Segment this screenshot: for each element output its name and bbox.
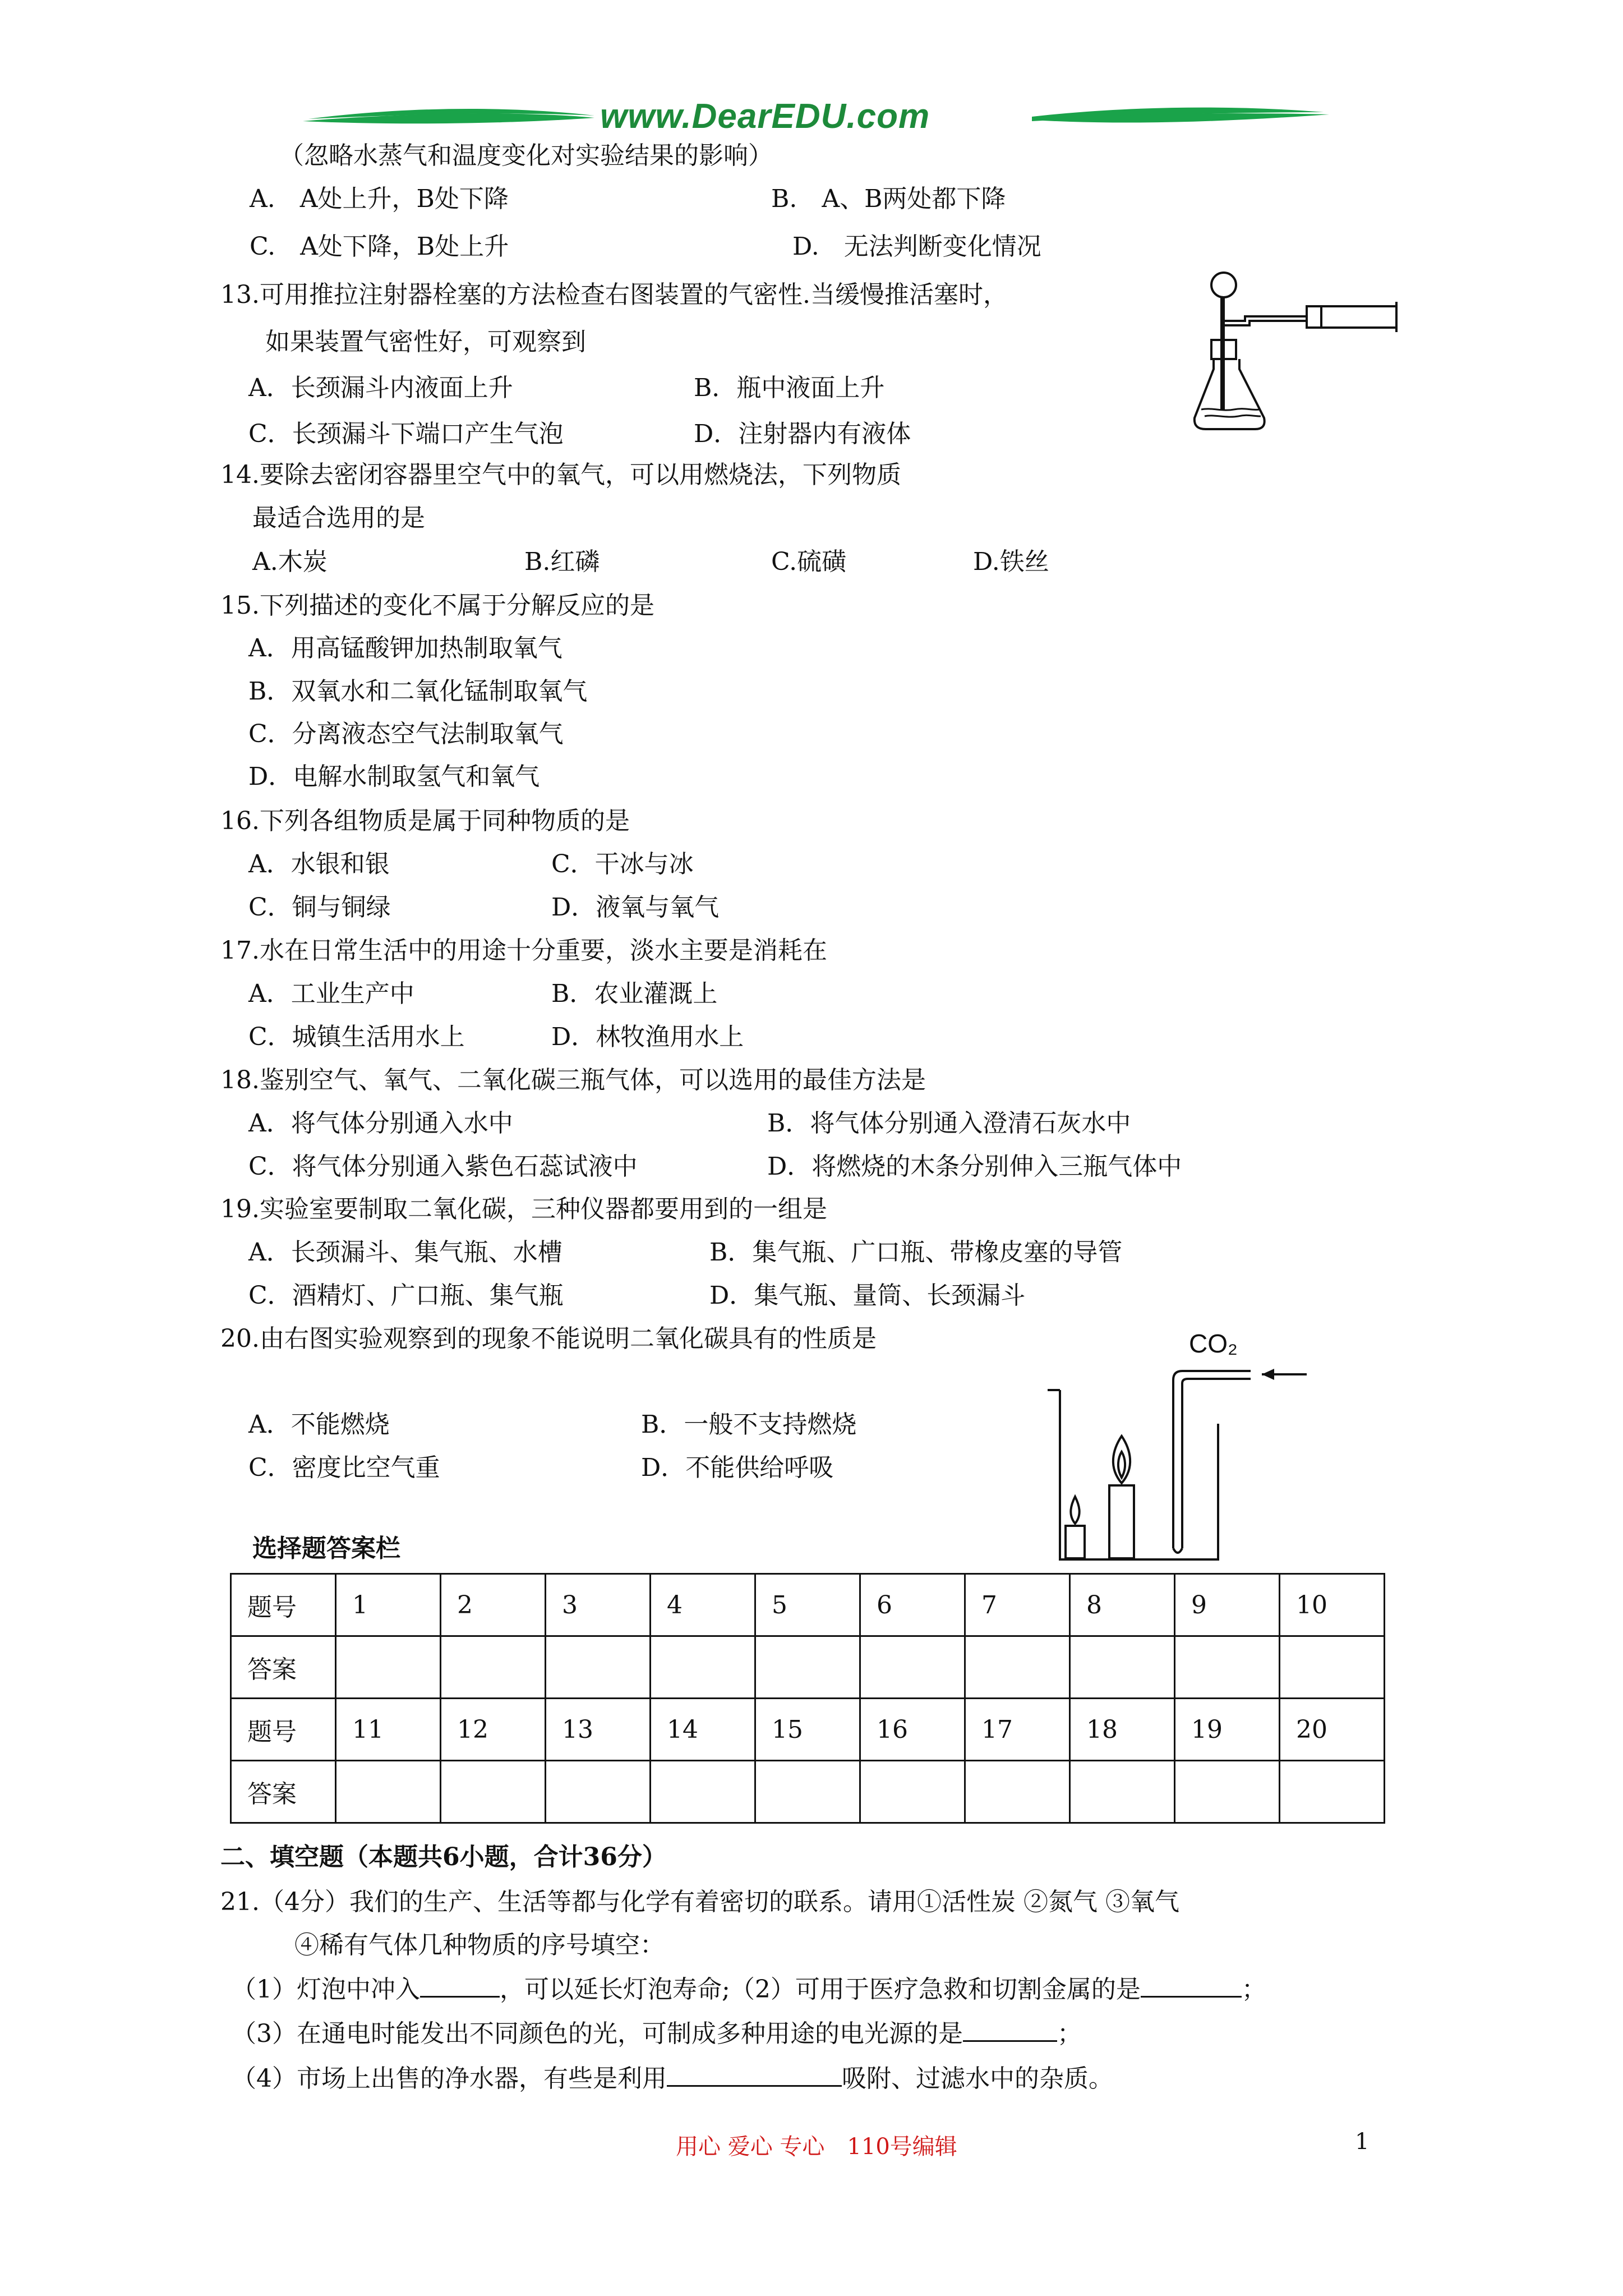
question-number: 17 xyxy=(965,1699,1070,1761)
q15-option-a: A．用高锰酸钾加热制取氧气 xyxy=(248,634,562,662)
q18-option-d: D．将燃烧的木条分别伸入三瓶气体中 xyxy=(767,1152,1182,1181)
q13-option-b: B．瓶中液面上升 xyxy=(694,374,885,402)
answer-cell[interactable] xyxy=(860,1761,965,1823)
question-number: 4 xyxy=(651,1574,755,1636)
q21-stem-line1: 21.（4分）我们的生产、生活等都与化学有着密切的联系。请用①活性炭 ②氮气 ③氧气 xyxy=(220,1888,1179,1916)
q21-blank-2[interactable] xyxy=(1141,1973,1242,1998)
intro-note: （忽略水蒸气和温度变化对实验结果的影响） xyxy=(279,141,773,170)
section2-title: 二、填空题（本题共6小题，合计36分） xyxy=(220,1843,667,1871)
q20-option-c: C．密度比空气重 xyxy=(248,1453,440,1482)
table-row xyxy=(231,1761,1385,1823)
q15-stem: 15.下列描述的变化不属于分解反应的是 xyxy=(220,591,654,620)
answer-table xyxy=(230,1573,1385,1824)
answer-cell[interactable] xyxy=(336,1761,441,1823)
question-number: 1 xyxy=(336,1574,441,1636)
q14-option-a: A.木炭 xyxy=(252,547,328,576)
q21-stem-line2: ④稀有气体几种物质的序号填空： xyxy=(294,1931,665,1959)
q13-option-d: D．注射器内有液体 xyxy=(694,420,911,448)
answer-cell[interactable] xyxy=(1070,1761,1175,1823)
q14-option-d: D.铁丝 xyxy=(973,547,1049,576)
q18-option-a: A．将气体分别通入水中 xyxy=(248,1109,513,1138)
page-number: 1 xyxy=(1355,2129,1370,2155)
q21-part3-text-a: （3）在通电时能发出不同颜色的光，可制成多种用途的电光源的是 xyxy=(232,2019,963,2048)
q16-option-d: D．液氧与氧气 xyxy=(551,893,720,922)
q21-blank-1[interactable] xyxy=(420,1973,500,1998)
answer-cell[interactable] xyxy=(546,1761,651,1823)
question-number: 18 xyxy=(1070,1699,1175,1761)
answer-cell[interactable] xyxy=(336,1636,441,1699)
q13-option-a: A．长颈漏斗内液面上升 xyxy=(248,374,513,402)
question-number: 7 xyxy=(965,1574,1070,1636)
q13-stem-line2: 如果装置气密性好，可观察到 xyxy=(265,328,586,356)
row-label: 答案 xyxy=(231,1761,336,1823)
q17-option-c: C．城镇生活用水上 xyxy=(248,1023,465,1051)
question-number: 16 xyxy=(860,1699,965,1761)
answer-cell[interactable] xyxy=(651,1761,755,1823)
q21-blank-3[interactable] xyxy=(963,2018,1057,2042)
q19-option-d: D．集气瓶、量筒、长颈漏斗 xyxy=(709,1281,1026,1310)
q17-option-b: B．农业灌溉上 xyxy=(551,979,718,1008)
q17-stem: 17.水在日常生活中的用途十分重要，淡水主要是消耗在 xyxy=(220,936,827,965)
answer-cell[interactable] xyxy=(546,1636,651,1699)
q20-option-b: B．一般不支持燃烧 xyxy=(641,1410,857,1439)
question-number: 9 xyxy=(1175,1574,1280,1636)
answer-cell[interactable] xyxy=(1175,1636,1280,1699)
q16-stem: 16.下列各组物质是属于同种物质的是 xyxy=(220,807,630,835)
q21-blank-4[interactable] xyxy=(667,2063,842,2087)
q12-option-a: A. A处上升，B处下降 xyxy=(250,185,509,213)
q21-part4-text-a: （4）市场上出售的净水器，有些是利用 xyxy=(232,2064,667,2093)
table-row xyxy=(231,1699,1385,1761)
q19-option-c: C．酒精灯、广口瓶、集气瓶 xyxy=(248,1281,564,1310)
question-number: 13 xyxy=(546,1699,651,1761)
q17-option-a: A．工业生产中 xyxy=(248,979,414,1008)
q19-stem: 19.实验室要制取二氧化碳，三种仪器都要用到的一组是 xyxy=(220,1195,827,1223)
answer-cell[interactable] xyxy=(441,1761,546,1823)
q14-stem-line2: 最适合选用的是 xyxy=(252,504,425,532)
question-number: 19 xyxy=(1175,1699,1280,1761)
q18-option-c: C．将气体分别通入紫色石蕊试液中 xyxy=(248,1152,638,1181)
answer-cell[interactable] xyxy=(1280,1636,1385,1699)
q21-part4 xyxy=(232,2063,1113,2095)
table-row xyxy=(231,1574,1385,1636)
q12-option-b: B. A、B两处都下降 xyxy=(771,185,1006,213)
q21-part3-text-b: ； xyxy=(1057,2019,1082,2048)
q13-apparatus-figure xyxy=(1189,269,1402,438)
q15-option-d: D．电解水制取氢气和氧气 xyxy=(248,762,540,791)
question-number: 10 xyxy=(1280,1574,1385,1636)
answer-cell[interactable] xyxy=(1280,1761,1385,1823)
q20-co2-candle-figure xyxy=(1043,1358,1312,1571)
q21-part3 xyxy=(232,2018,1082,2050)
q13-stem-line1: 13.可用推拉注射器栓塞的方法检查右图装置的气密性.当缓慢推活塞时， xyxy=(220,280,1008,309)
row-label: 题号 xyxy=(231,1574,336,1636)
row-label: 答案 xyxy=(231,1636,336,1699)
q17-option-d: D．林牧渔用水上 xyxy=(551,1023,744,1051)
question-number: 14 xyxy=(651,1699,755,1761)
q14-option-c: C.硫磺 xyxy=(771,547,847,576)
question-number: 11 xyxy=(336,1699,441,1761)
question-number: 20 xyxy=(1280,1699,1385,1761)
answer-cell[interactable] xyxy=(965,1636,1070,1699)
q21-part1-text-b: ，可以延长灯泡寿命;（2）可用于医疗急救和切割金属的是 xyxy=(500,1975,1141,2004)
q21-part1-text-c: ； xyxy=(1241,1975,1266,2004)
answer-cell[interactable] xyxy=(860,1636,965,1699)
q20-option-d: D．不能供给呼吸 xyxy=(641,1453,834,1482)
q16-option-a: A．水银和银 xyxy=(248,850,390,878)
q14-option-b: B.红磷 xyxy=(524,547,600,576)
q13-option-c: C．长颈漏斗下端口产生气泡 xyxy=(248,420,564,448)
q15-option-b: B．双氧水和二氧化锰制取氧气 xyxy=(248,677,588,706)
q20-stem: 20.由右图实验观察到的现象不能说明二氧化碳具有的性质是 xyxy=(220,1324,877,1353)
question-number: 5 xyxy=(755,1574,860,1636)
question-number: 2 xyxy=(441,1574,546,1636)
q12-option-d: D. 无法判断变化情况 xyxy=(792,232,1041,261)
answer-cell[interactable] xyxy=(965,1761,1070,1823)
answer-cell[interactable] xyxy=(441,1636,546,1699)
answer-cell[interactable] xyxy=(651,1636,755,1699)
answer-cell[interactable] xyxy=(1070,1636,1175,1699)
q19-option-a: A．长颈漏斗、集气瓶、水槽 xyxy=(248,1238,562,1267)
question-number: 12 xyxy=(441,1699,546,1761)
table-row xyxy=(231,1636,1385,1699)
q21-part1-text-a: （1）灯泡中冲入 xyxy=(232,1975,420,2004)
header-logo: www.DearEDU.com xyxy=(600,97,930,136)
q21-part4-text-b: 吸附、过滤水中的杂质。 xyxy=(842,2064,1113,2093)
q18-option-b: B．将气体分别通入澄清石灰水中 xyxy=(767,1109,1131,1138)
q20-option-a: A．不能燃烧 xyxy=(248,1410,390,1439)
question-number: 8 xyxy=(1070,1574,1175,1636)
q21-part1 xyxy=(232,1973,1266,2005)
answer-cell[interactable] xyxy=(1175,1761,1280,1823)
answer-table-title: 选择题答案栏 xyxy=(252,1534,400,1563)
q16-option-c2: C．铜与铜绿 xyxy=(248,893,391,922)
answer-cell[interactable] xyxy=(755,1761,860,1823)
q18-stem: 18.鉴别空气、氧气、二氧化碳三瓶气体，可以选用的最佳方法是 xyxy=(220,1066,926,1094)
row-label: 题号 xyxy=(231,1699,336,1761)
q14-stem-line1: 14.要除去密闭容器里空气中的氧气，可以用燃烧法，下列物质 xyxy=(220,461,901,489)
question-number: 15 xyxy=(755,1699,860,1761)
question-number: 6 xyxy=(860,1574,965,1636)
answer-cell[interactable] xyxy=(755,1636,860,1699)
footer-text: 用心 爱心 专心 110号编辑 xyxy=(676,2134,957,2160)
q20-figure-co2-label: CO₂ xyxy=(1189,1329,1238,1358)
question-number: 3 xyxy=(546,1574,651,1636)
q15-option-c: C．分离液态空气法制取氧气 xyxy=(248,720,564,748)
q12-option-c: C. A处下降，B处上升 xyxy=(250,232,509,261)
q16-option-c1: C．干冰与冰 xyxy=(551,850,694,878)
q19-option-b: B．集气瓶、广口瓶、带橡皮塞的导管 xyxy=(709,1238,1123,1267)
